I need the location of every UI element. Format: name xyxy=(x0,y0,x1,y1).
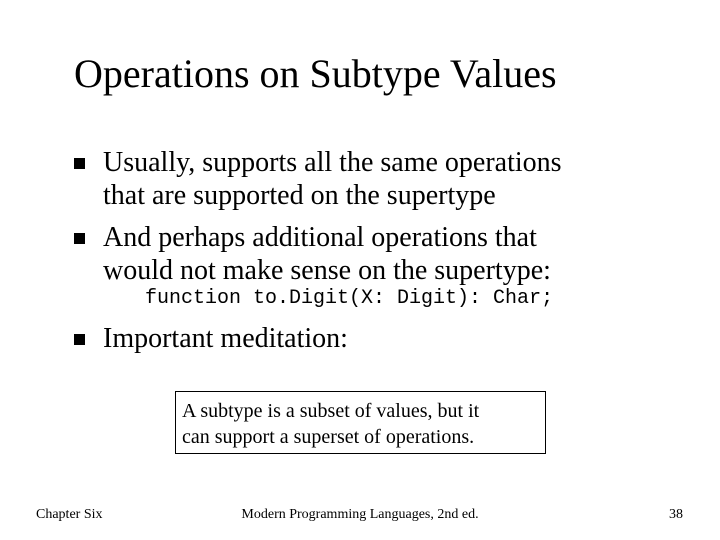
footer-book-title: Modern Programming Languages, 2nd ed. xyxy=(241,507,479,522)
bullet-line: would not make sense on the supertype: xyxy=(103,255,551,286)
footer-page-number: 38 xyxy=(669,507,683,522)
callout-line: A subtype is a subset of values, but it xyxy=(182,400,480,422)
code-sample: function to.Digit(X: Digit): Char; xyxy=(145,287,554,310)
bullet-line: And perhaps additional operations that xyxy=(103,222,537,253)
slide-title: Operations on Subtype Values xyxy=(74,51,557,96)
bullet-line: that are supported on the supertype xyxy=(103,180,496,211)
bullet-square-icon xyxy=(74,158,85,169)
bullet-line: Usually, supports all the same operations xyxy=(103,147,562,178)
callout-box xyxy=(175,391,546,454)
callout-line: can support a superset of operations. xyxy=(182,426,475,448)
bullet-line: Important meditation: xyxy=(103,323,348,354)
bullet-square-icon xyxy=(74,233,85,244)
bullet-square-icon xyxy=(74,334,85,345)
footer-chapter: Chapter Six xyxy=(36,507,103,522)
